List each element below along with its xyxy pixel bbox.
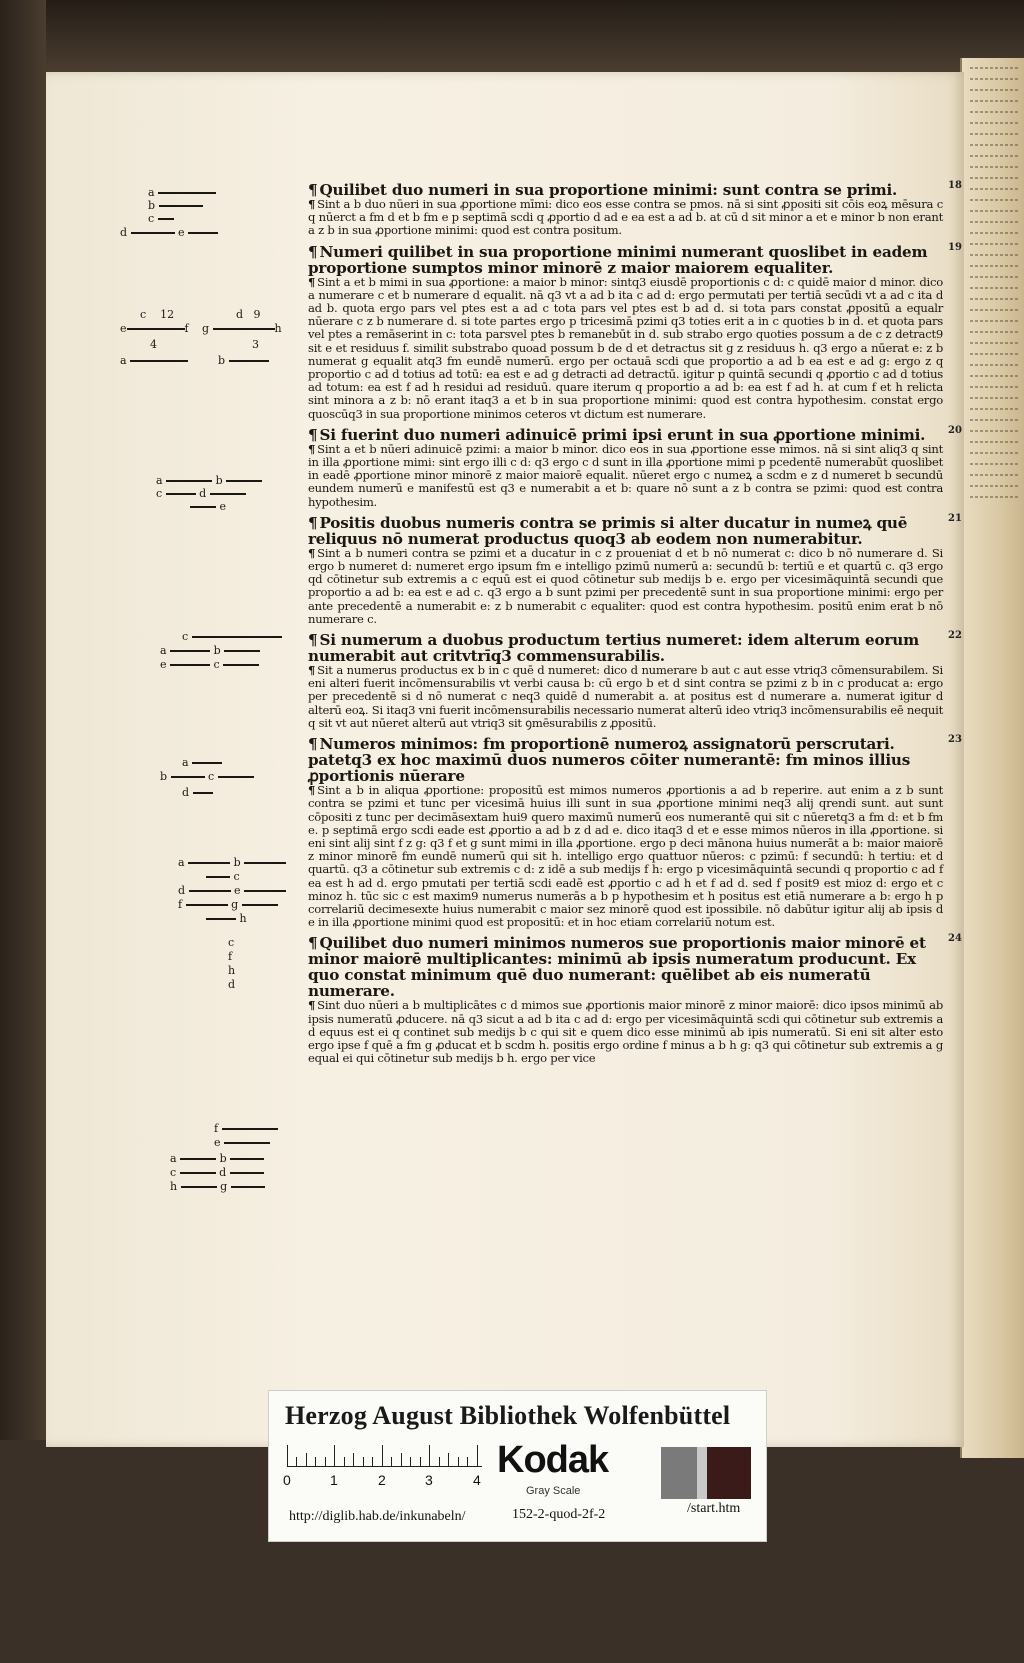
proposition-23 [308,734,962,930]
adjacent-page-edge [960,58,1024,1458]
proposition-number: 22 [948,630,962,642]
proposition-number: 24 [948,933,962,945]
proposition-20 [308,424,962,509]
gray-scale-caption: Gray Scale [526,1485,581,1497]
gray-swatch-light [697,1447,707,1499]
demonstration: ¶ Sint a b numeri contra se pzimi et a ducatur in c z proueniat d et b nō numerat c: dico b nō numerare d. Si ergo b numeret d: numeret ergo ipsum fm e intelligo pzimū numerū a: secundū b: tertiū e et quartū c. q3 ergo qd cōtinetur sub extremis a c equū est ei quod cōtinetur sub medijs b e. ergo per vicesimāquintā secundi que proportio a ad b: ea est e ad c. q3 ergo a b sunt pzimi per precedentē sunt in sua proportione minimi: ergo per ante precedentē a numerabit e: z b numerabit c equaliter: quod est contra hypothesim. positū enim erat b nō numerare c. [308,545,943,626]
demonstration: ¶ Sit a numerus productus ex b in c quē d numeret: dico d numerare b aut c aut esse vtriq3 cōmensurabilem. Si eni alteri fuerit incōmensurabilis vt verbi causa b: cū ergo b et d sint contra se pzimi z b in c producat a: ergo per precedentē si d nō numerat c neq3 quidē d numerabit a. at positus est d numerare a. numerat igitur d alterū eoꝝ. Si itaq3 vni fuerit incōmensurabilis necessario numerat alterū ideo vtriq3 incōmensurabilis eē nequit q sit vt aut nūeret alterū aut vtriq3 sit ꝯmēsurabilis z ꝓpositū. [308,663,943,730]
scan-background-left [0,0,46,1663]
text-column [308,180,962,1071]
proposition-24 [308,933,962,1066]
url-end: /start.htm [687,1501,741,1516]
proposition-number: 19 [948,241,962,253]
enunciation: ¶ Si fuerint duo numeri adinuicē primi ipsi erunt in sua ꝓportione minimi. [308,425,926,444]
proposition-number: 18 [948,180,962,191]
enunciation: ¶ Numeri quilibet in sua proportione minimi numerant quoslibet in eadem proportione sumptos minor minorē z maior maiorem equaliter. [308,242,928,277]
enunciation: ¶ Quilibet duo numeri minimos numeros sue proportionis maior minorē et minor maiorē multiplicantes: minimū ab ipsis numeratum producunt. Ex quo constat minimum quē duo numerant: quēlibet ab eis numeratū numerare. [308,934,926,1001]
scan-background-top [0,0,1024,72]
demonstration: ¶ Sint a b in aliqua ꝓportione: propositū est mimos numeros ꝓportionis a ad b reperire. aut enim a z b sunt contra se pzimi et tunc per vicesimā huius illi sunt in sua ꝓportione minimi neq3 alij qrendi sunt. aut sunt cōpositi z tunc per decimāsextam hui9 quero maximū numerū eos numerantē qui sit c nūeretq3 a fm d: et b fm e. p septimā ergo scdi eade est ꝓportio a ad b z d ad e. dico itaq3 d et e esse mimos nūeros in illa ꝓportione. si eni sint alij sint f z g: q3 f et g sunt mimi in illa ꝓportione. ergo p deci mānona huius numerāt a b: maior maiorē z minor minorē fm eundē numerū qui sit h. intelligo ergo quattuor nūeros: c pzimū: f secundū: h tertiu: et d quartū. q3 a cōtinetur sub extremis c d: z idē a sub medijs f h: ergo p vicesimāquintā secundi q proportio c ad f ea est h ad d. ergo pmutati per tertiā scdi eadē est ꝓportio c ad h et f ad d. sed f posit9 est mioz d: ergo et c minoz h. tūc sic c est maxim9 numerus numerās a b p hypothesim et h positus est etiā numerare a b: ergo h p correlariū decimesexte huius numerabit c maior sez minorē quod est ipossibile. nō dabūtur igitur alij ab ipsis d e in illa ꝓportione minimi quod est propositū: et in hoc etiam correlariū notum est. [308,783,943,930]
gray-swatch-mid [661,1447,697,1499]
url-base: http://diglib.hab.de/inkunabeln/ [289,1509,466,1524]
proposition-18 [308,180,962,238]
proposition-number: 21 [948,512,962,524]
proposition-number: 23 [948,734,962,746]
measurement-ruler: 0 1 2 3 4 [287,1441,482,1489]
proposition-19 [308,241,962,421]
proposition-21 [308,512,962,626]
demonstration: ¶ Sint a b duo nūeri in sua ꝓportione mīmi: dico eos esse contra se pmos. nā si sint ꝓpositi sit cōis eoꝝ mēsura c q nūerct a fm d et b fm e p septimā scdi q ꝓportio d ad e ea est a ad b. at cū d sit minor a et e minor b non erant a z b in sua ꝓportione minimi: quod est contra positum. [308,197,943,238]
gray-swatch-dark [707,1447,751,1499]
enunciation: ¶ Positis duobus numeris contra se primis si alter ducatur in numeꝝ quē reliquus nō numerat productus quoq3 ab eodem non numerabitur. [308,513,908,548]
enunciation: ¶ Quilibet duo numeri in sua proportione minimi: sunt contra se primi. [308,181,898,199]
proposition-number: 20 [948,424,962,436]
library-scan-label [268,1390,767,1542]
kodak-logo: Kodak [497,1439,609,1481]
enunciation: ¶ Si numerum a duobus productum tertius numeret: idem alterum eorum numerabit aut critvtrīq3 commensurabilis. [308,631,919,666]
demonstration: ¶ Sint a et b mimi in sua ꝓportione: a maior b minor: sintq3 eiusdē proportionis c d: c quidē maior d minor. dico a numerare c et b numerare d equalit. nā q3 vt a ad b ita c ad d: ergo permutati per tertiā secūdi vt a ad c ita d ad b. quota ergo pars vel ptes est a ad c tota pars vel ptes est b ad d. si tota pars constat ꝓpositū a equalr nūerare c z b numerare d. si tote partes ergo p tricesimā pzimi q3 toties erit a in c quoties b in d. et quota pars vel ptes a remāserint in c: tota parsvel ptes b remanebūt in d. sub strabo ergo quoties possum a de c z detract9 sit e et residuus f. similit substrabo quoad possum b de d et detractus sit g z residuus h. q3 ergo a nūerat e: z b numerat g equalit atq3 fm eundē numerū. ergo per octauā scdi que proportio a ad b ea est e ad g: ergo z q proportio c ad d totius ad totū: ea est e ad g detracti ad detractū. igitur p quintā secundi q ꝓportio c ad d totius ad totum: ea est f ad h residui ad residuū. quare iterum q proportio a ad b: ea est f ad h. at cum f et h relicta sint minora a z b: nō erant itaq3 a et b in sua proportione minimi: quod est contra hypothesim. constat ergo quoscūq3 in sua proportione minimos ceteros vt dictum est numerare. [308,274,943,421]
proposition-22 [308,630,962,730]
enunciation: ¶ Numeros minimos: fm proportionē numeroꝝ assignatorū perscrutari. patetq3 ex hoc maximū duos numeros cōiter numerantē: fm minos illius ꝓportionis nūerare [308,735,911,786]
url-id: 152-2-quod-2f-2 [512,1507,606,1522]
demonstration: ¶ Sint a et b nūeri adinuicē pzimi: a maior b minor. dico eos in sua ꝓportione esse mimos. nā si sint aliq3 q sint in illa ꝓportione mimi: sint ergo illi c d: q3 ergo c d sunt in illa ꝓportione mimi p pcedentē numerabūt quoslibet in eadē ꝓportione minor minorē z maior maiorē equalit. nūeret ergo c numeꝝ a scdm e z d numeret b secundū eundem numerū e manifestū est q3 e numerabit a et b: quare nō sunt a z b contra se pzimi: quod est contra hypothesim. [308,441,943,509]
demonstration: ¶ Sint duo nūeri a b multiplicātes c d mimos sue ꝓportionis maior minorē z minor maiorē: dico ipsos minimū ab ipsis numeratū ꝓducere. nā q3 sicut a ad b ita c ad d: ergo per vicesimāquintā scdi qui cōtinetur sub extremis a d equus est ei q continet sub medijs b c qui sit e quem dico esse minimū ab ipis numeratū. Si eni sit alter esto ergo ipse f quē a fm g ꝓducat et b scdm h. positis ergo ordine f minus a b h g: q3 qui cōtinetur sub extremis a g equal ei qui cōtinetur sub medijs b h. ergo per vice [308,998,943,1066]
library-title: Herzog August Bibliothek Wolfenbüttel [285,1401,731,1430]
